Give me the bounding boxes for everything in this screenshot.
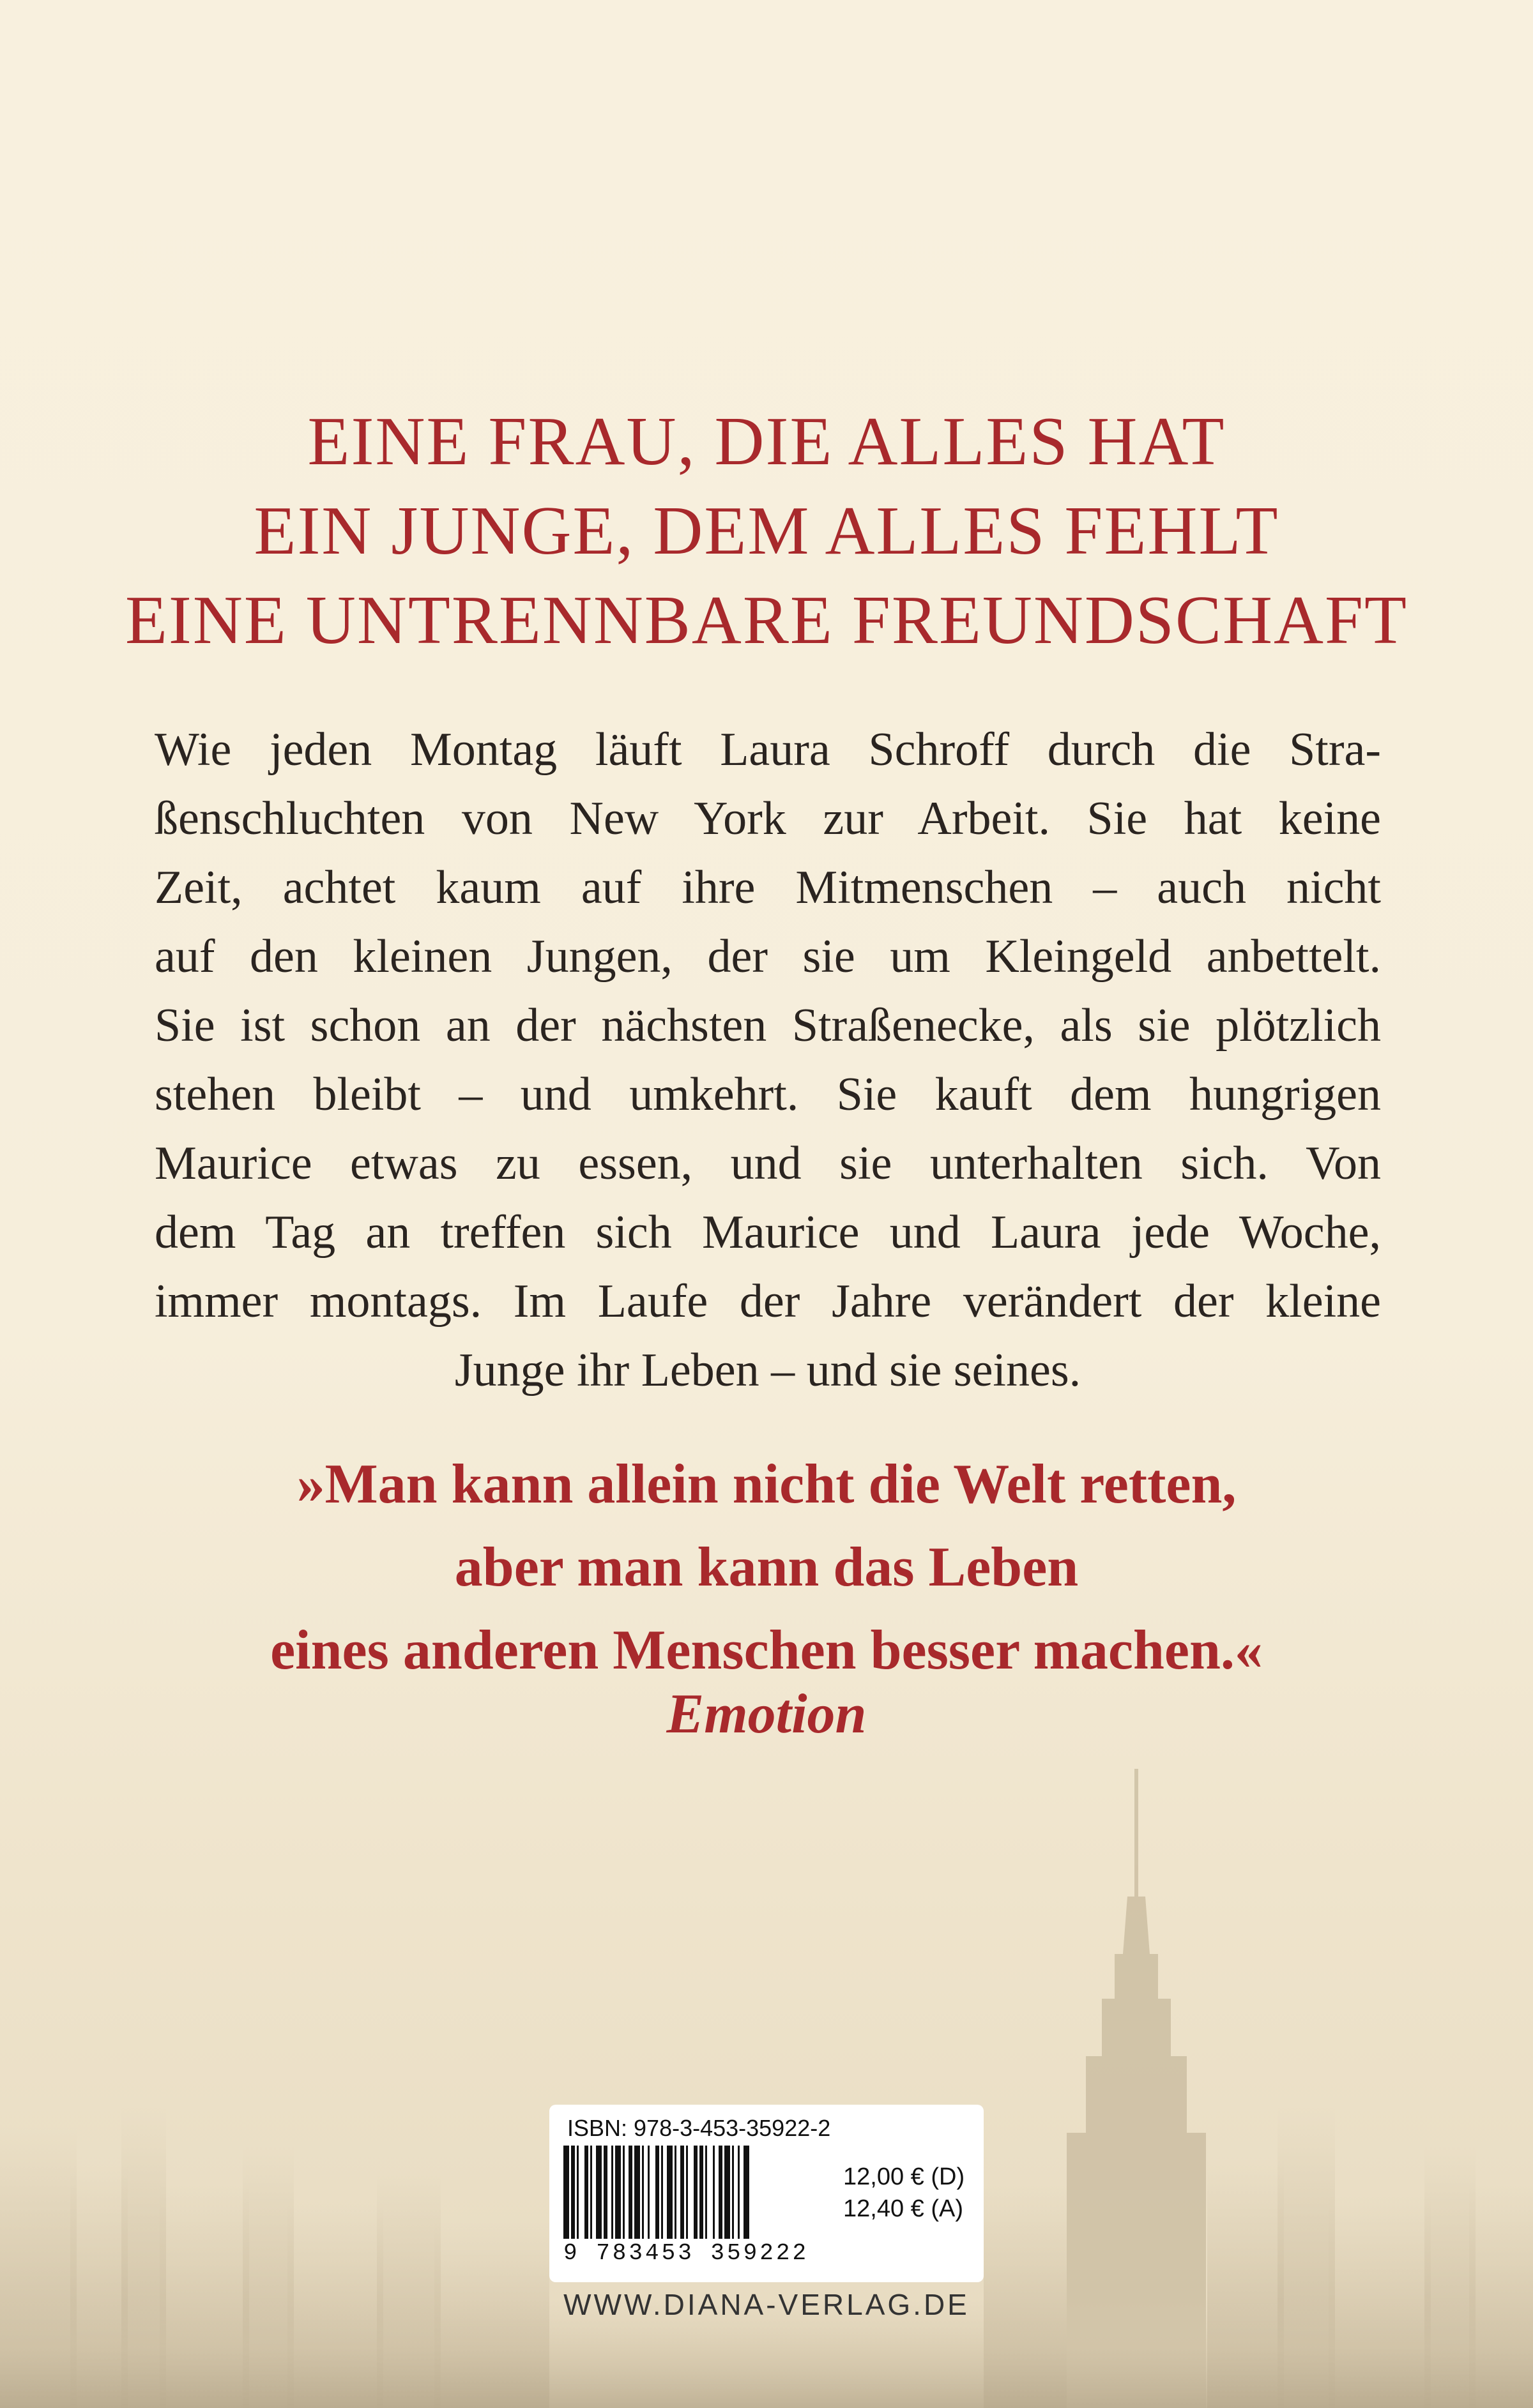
isbn-text: ISBN: 978-3-453-35922-2 <box>567 2115 831 2141</box>
blurb-line: Zeit, achtet kaum auf ihre Mitmenschen – auch nicht <box>155 861 1381 914</box>
quote-source: Emotion <box>666 1683 867 1745</box>
headline-line-2: EIN JUNGE, DEM ALLES FEHLT <box>254 493 1279 569</box>
blurb-line: Wie jeden Montag läuft Laura Schroff durch die Stra- <box>155 723 1381 776</box>
quote-line-1: »Man kann allein nicht die Welt retten, <box>296 1453 1237 1515</box>
headline-line-3: EINE UNTRENNBARE FREUNDSCHAFT <box>125 582 1408 658</box>
publisher-url: WWW.DIANA-VERLAG.DE <box>563 2288 970 2321</box>
blurb-line: Sie ist schon an der nächsten Straßenecke, als sie plötzlich <box>155 999 1381 1052</box>
headline-line-1: EINE FRAU, DIE ALLES HAT <box>307 404 1226 480</box>
blurb-line: ßenschluchten von New York zur Arbeit. Sie hat keine <box>155 792 1381 845</box>
blurb-paragraph <box>155 715 1381 1405</box>
price-austria: 12,40 € (A) <box>843 2195 963 2222</box>
barcode-digits: 9 783453 359222 <box>563 2240 809 2266</box>
quote-line-2: aber man kann das Leben <box>454 1536 1079 1598</box>
blurb-line: dem Tag an treffen sich Maurice und Laura jede Woche, <box>155 1206 1381 1259</box>
barcode-label <box>549 2105 984 2282</box>
price-germany: 12,00 € (D) <box>843 2163 965 2190</box>
quote-line-3: eines anderen Menschen besser machen.« <box>270 1619 1263 1681</box>
blurb-line: immer montags. Im Laufe der Jahre verändert der kleine <box>155 1275 1381 1328</box>
blurb-line: stehen bleibt – und umkehrt. Sie kauft dem hungrigen <box>155 1068 1381 1121</box>
barcode-icon <box>563 2146 819 2239</box>
blurb-line: Junge ihr Leben – und sie seines. <box>454 1344 1081 1397</box>
blurb-line: auf den kleinen Jungen, der sie um Kleingeld anbettelt. <box>155 930 1381 983</box>
blurb-line: Maurice etwas zu essen, und sie unterhalten sich. Von <box>155 1137 1381 1190</box>
